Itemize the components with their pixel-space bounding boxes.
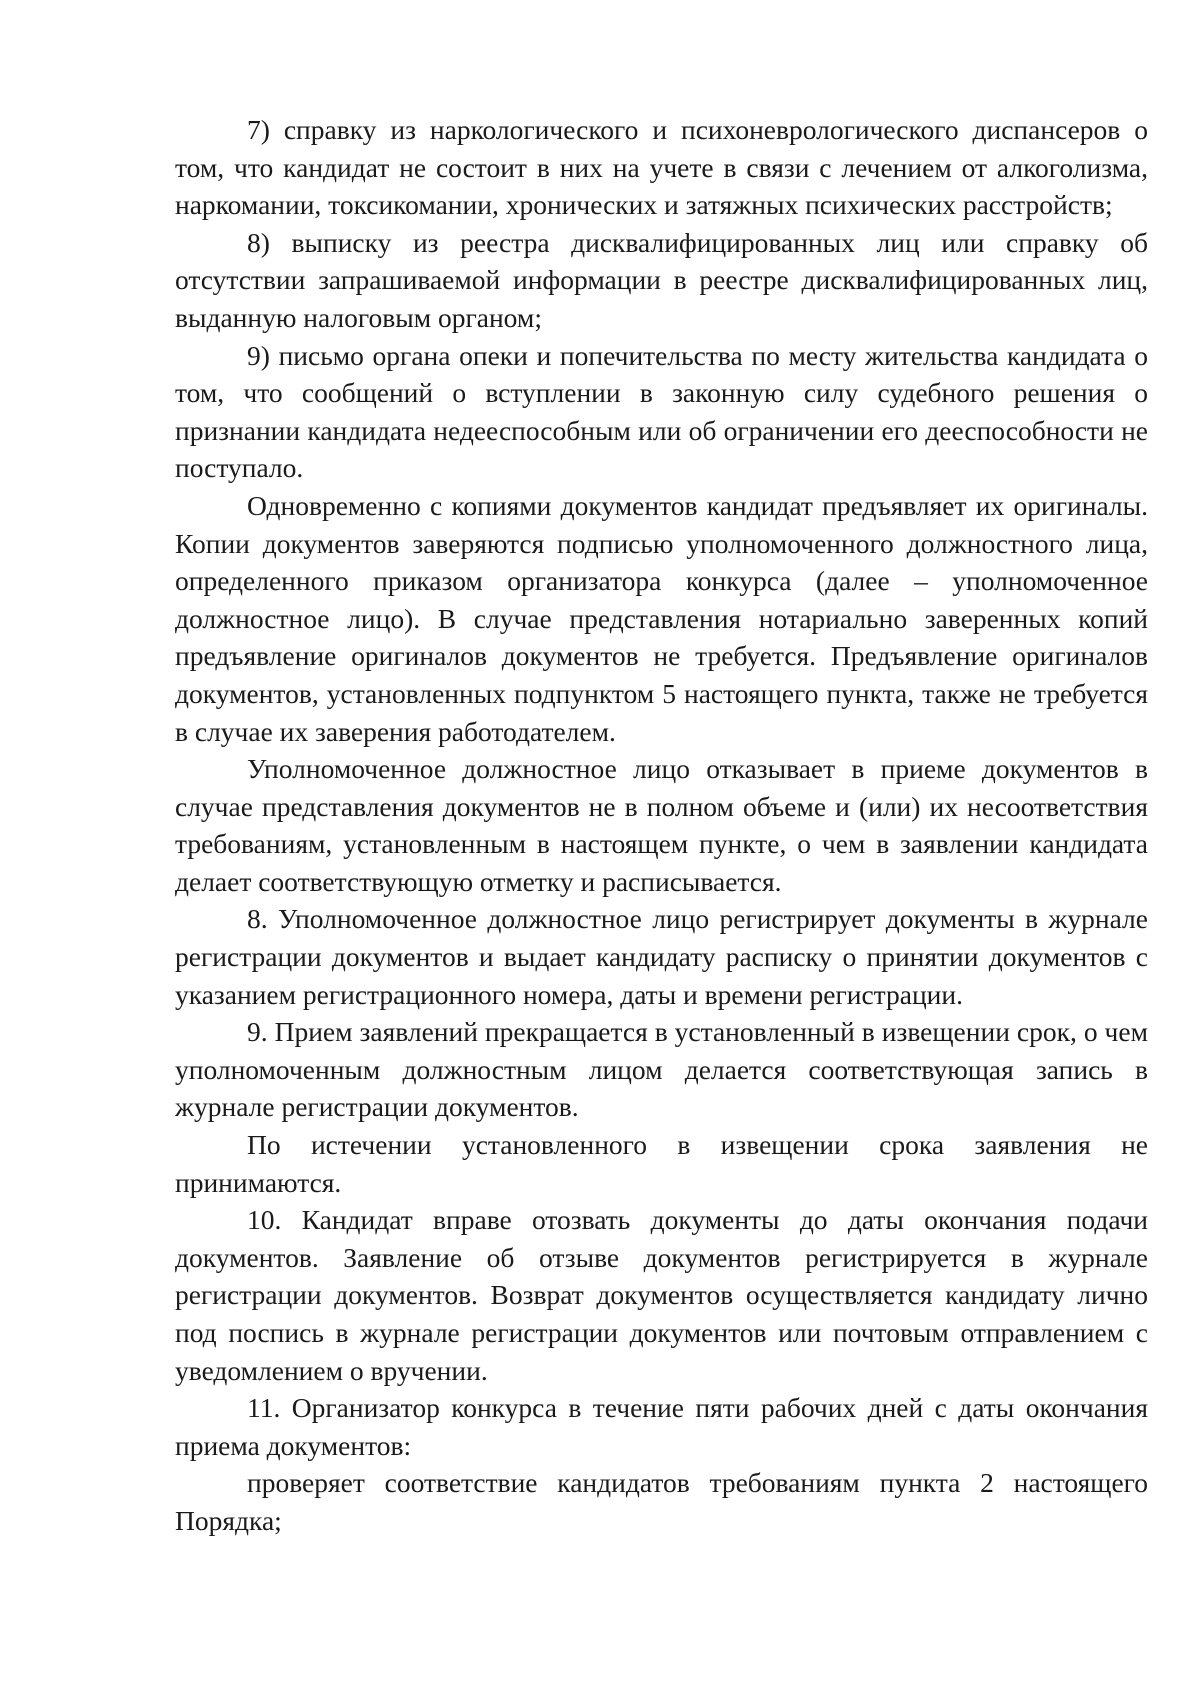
paragraph-late-applications: По истечении установленного в извещении срока заявления не принимаются. [175, 1129, 1148, 1198]
paragraph-originals-presentation: Одновременно с копиями документов кандидат предъявляет их оригиналы. Копии документов заверяются подписью уполномоченного должностного лица, определенного приказом организатора конкурса (далее – уполномоченное должностное лицо). В случае представления нотариально заверенных копий предъявление оригиналов документов не требуется. Предъявление оригиналов документов, установленных подпунктом 5 настоящего пункта, также не требуется в случае их заверения работодателем. [175, 489, 1148, 747]
paragraph-item-9-guardianship-letter: 9) письмо органа опеки и попечительства по месту жительства кандидата о том, что сообщений о вступлении в законную силу судебного решения о признании кандидата недееспособным или об ограничении его дееспособности не поступало. [175, 339, 1148, 484]
paragraph-requirements-check: проверяет соответствие кандидатов требованиям пункта 2 настоящего Порядка; [175, 1467, 1148, 1536]
paragraph-clause-8-registration: 8. Уполномоченное должностное лицо регистрирует документы в журнале регистрации документов и выдает кандидату расписку о принятии документов с указанием регистрационного номера, даты и времени регистрации. [175, 903, 1148, 1010]
paragraph-item-8-disqualified-registry: 8) выписку из реестра дисквалифицированных лиц или справку об отсутствии запрашиваемой информации в реестре дисквалифицированных лиц, выданную налоговым органом; [175, 226, 1148, 333]
paragraph-item-7-narcology-certificate: 7) справку из наркологического и психоневрологического диспансеров о том, что кандидат не состоит в них на учете в связи с лечением от алкоголизма, наркомании, токсикомании, хронических и затяжных психических расстройств; [175, 114, 1148, 221]
paragraph-clause-11-organizer: 11. Организатор конкурса в течение пяти рабочих дней с даты окончания приема документов: [175, 1392, 1148, 1461]
document-body [175, 111, 1148, 1540]
paragraph-clause-10-withdrawal: 10. Кандидат вправе отозвать документы до даты окончания подачи документов. Заявление об отзыве документов регистрируется в журнале регистрации документов. Возврат документов осуществляется кандидату лично под поспись в журнале регистрации документов или почтовым отправлением с уведомлением о вручении. [175, 1204, 1148, 1386]
paragraph-clause-9-deadline: 9. Прием заявлений прекращается в установленный в извещении срок, о чем уполномоченным должностным лицом делается соответствующая запись в журнале регистрации документов. [175, 1016, 1148, 1123]
paragraph-refusal-of-documents: Уполномоченное должностное лицо отказывает в приеме документов в случае представления документов не в полном объеме и (или) их несоответствия требованиям, установленным в настоящем пункте, о чем в заявлении кандидата делает соответствующую отметку и расписывается. [175, 753, 1148, 897]
